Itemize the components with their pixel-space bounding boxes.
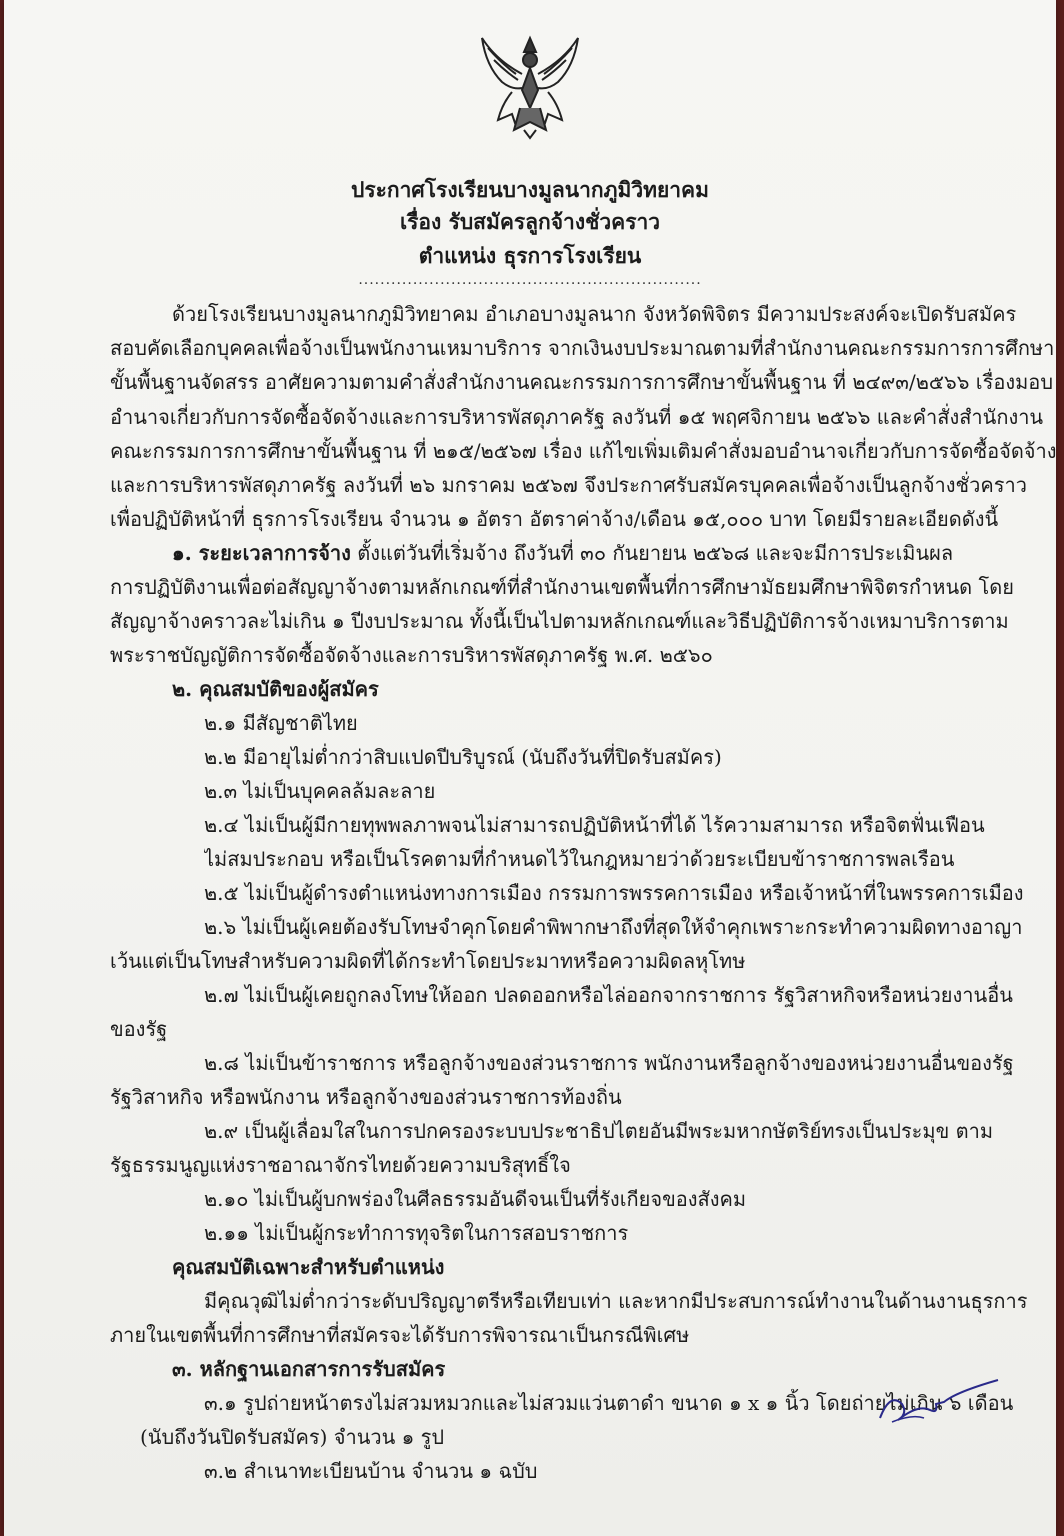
qualification-item: ของรัฐ xyxy=(110,1017,168,1041)
header-divider: ............................................................... xyxy=(358,272,702,288)
document-item: ๓.๒ สำเนาทะเบียนบ้าน จำนวน ๑ ฉบับ xyxy=(204,1459,538,1483)
section-1-text: ตั้งแต่วันที่เริ่มจ้าง ถึงวันที่ ๓๐ กันยายน ๒๕๖๘ และจะมีการประเมินผล xyxy=(350,541,954,565)
qualification-item: ๒.๑๑ ไม่เป็นผู้กระทำการทุจริตในการสอบราชการ xyxy=(204,1221,629,1245)
qualification-item: ๒.๕ ไม่เป็นผู้ดำรงตำแหน่งทางการเมือง กรรมการพรรคการเมือง หรือเจ้าหน้าที่ในพรรคการเมือง xyxy=(204,881,1024,905)
section-1-line: สัญญาจ้างคราวละไม่เกิน ๑ ปีงบประมาณ ทั้งนี้เป็นไปตามหลักเกณฑ์และวิธีปฏิบัติการจ้างเหมาบริการตาม xyxy=(110,609,1009,633)
intro-line: สอบคัดเลือกบุคคลเพื่อจ้างเป็นพนักงานเหมาบริการ จากเงินงบประมาณตามที่สำนักงานคณะกรรมการการศึกษา xyxy=(110,336,1055,360)
garuda-emblem-icon xyxy=(472,30,588,140)
special-qualification-heading: คุณสมบัติเฉพาะสำหรับตำแหน่ง xyxy=(172,1255,445,1279)
special-qualification-line: ภายในเขตพื้นที่การศึกษาที่สมัครจะได้รับการพิจารณาเป็นกรณีพิเศษ xyxy=(110,1323,690,1347)
qualification-item: ๒.๘ ไม่เป็นข้าราชการ หรือลูกจ้างของส่วนราชการ พนักงานหรือลูกจ้างของหน่วยงานอื่นของรัฐ xyxy=(204,1051,1014,1075)
signature-icon xyxy=(872,1374,1002,1428)
qualification-item: ๒.๗ ไม่เป็นผู้เคยถูกลงโทษให้ออก ปลดออกหรือไล่ออกจากราชการ รัฐวิสาหกิจหรือหน่วยงานอื่น xyxy=(204,983,1013,1007)
qualification-item: ๒.๖ ไม่เป็นผู้เคยต้องรับโทษจำคุกโดยคำพิพากษาถึงที่สุดให้จำคุกเพราะกระทำความผิดทางอาญา xyxy=(204,915,1023,939)
intro-line: คณะกรรมการการศึกษาขั้นพื้นฐาน ที่ ๒๑๕/๒๕๖๗ เรื่อง แก้ไขเพิ่มเติมคำสั่งมอบอำนาจเกี่ยวกับการจัดซื้อจัดจ้าง xyxy=(110,439,1057,463)
intro-line: ขั้นพื้นฐานจัดสรร อาศัยความตามคำสั่งสำนักงานคณะกรรมการการศึกษาขั้นพื้นฐาน ที่ ๒๔๙๓/๒๕๖๖ เรื่องมอบ xyxy=(110,370,1054,394)
qualification-item: ๒.๑๐ ไม่เป็นผู้บกพร่องในศีลธรรมอันดีจนเป็นที่รังเกียจของสังคม xyxy=(204,1187,747,1211)
section-1-heading: ๑. ระยะเวลาการจ้าง xyxy=(172,541,351,565)
document-page xyxy=(4,0,1056,1536)
section-1-line: การปฏิบัติงานเพื่อต่อสัญญาจ้างตามหลักเกณฑ์ที่สำนักงานเขตพื้นที่การศึกษามัธยมศึกษาพิจิตรกำหนด โดย xyxy=(110,575,1014,599)
announcement-subject: เรื่อง รับสมัครลูกจ้างชั่วคราว xyxy=(399,209,661,234)
intro-line: เพื่อปฏิบัติหน้าที่ ธุรการโรงเรียน จำนวน ๑ อัตรา อัตราค่าจ้าง/เดือน ๑๕,๐๐๐ บาท โดยมีรายละเอียดดังนี้ xyxy=(110,507,999,531)
announcement-position: ตำแหน่ง ธุรการโรงเรียน xyxy=(418,243,642,268)
intro-line: อำนาจเกี่ยวกับการจัดซื้อจัดจ้างและการบริหารพัสดุภาครัฐ ลงวันที่ ๑๕ พฤศจิกายน ๒๕๖๖ และคำสั่งสำนักงาน xyxy=(110,405,1044,429)
announcement-title: ประกาศโรงเรียนบางมูลนากภูมิวิทยาคม xyxy=(351,177,709,202)
document-item: (นับถึงวันปิดรับสมัคร) จำนวน ๑ รูป xyxy=(140,1425,445,1449)
qualification-item: ๒.๑ มีสัญชาติไทย xyxy=(204,711,358,735)
qualification-item: รัฐวิสาหกิจ หรือพนักงาน หรือลูกจ้างของส่วนราชการท้องถิ่น xyxy=(110,1085,622,1109)
special-qualification-line: มีคุณวุฒิไม่ต่ำกว่าระดับปริญญาตรีหรือเทียบเท่า และหากมีประสบการณ์ทำงานในด้านงานธุรการ xyxy=(204,1289,1028,1313)
qualification-item: ๒.๒ มีอายุไม่ต่ำกว่าสิบแปดปีบริบูรณ์ (นับถึงวันที่ปิดรับสมัคร) xyxy=(204,745,722,769)
intro-line: ด้วยโรงเรียนบางมูลนากภูมิวิทยาคม อำเภอบางมูลนาก จังหวัดพิจิตร มีความประสงค์จะเปิดรับสมัคร xyxy=(172,302,1017,326)
qualification-item: ๒.๙ เป็นผู้เลื่อมใสในการปกครองระบบประชาธิปไตยอันมีพระมหากษัตริย์ทรงเป็นประมุข ตาม xyxy=(204,1119,994,1143)
qualification-item: รัฐธรรมนูญแห่งราชอาณาจักรไทยด้วยความบริสุทธิ์ใจ xyxy=(110,1153,571,1177)
qualification-item: ไม่สมประกอบ หรือเป็นโรคตามที่กำหนดไว้ในกฎหมายว่าด้วยระเบียบข้าราชการพลเรือน xyxy=(204,847,955,871)
section-3-heading: ๓. หลักฐานเอกสารการรับสมัคร xyxy=(172,1357,446,1381)
qualification-item: เว้นแต่เป็นโทษสำหรับความผิดที่ได้กระทำโดยประมาทหรือความผิดลหุโทษ xyxy=(110,949,746,973)
qualification-item: ๒.๓ ไม่เป็นบุคคลล้มละลาย xyxy=(204,779,436,803)
document-item: ๓.๑ รูปถ่ายหน้าตรงไม่สวมหมวกและไม่สวมแว่นตาดำ ขนาด ๑ x ๑ นิ้ว โดยถ่ายไม่เกิน ๖ เดือน xyxy=(204,1391,1014,1415)
section-1-first-line xyxy=(172,538,953,568)
qualification-item: ๒.๔ ไม่เป็นผู้มีกายทุพพลภาพจนไม่สามารถปฏิบัติหน้าที่ได้ ไร้ความสามารถ หรือจิตฟั่นเฟือน xyxy=(204,813,985,837)
section-1-line: พระราชบัญญัติการจัดซื้อจัดจ้างและการบริหารพัสดุภาครัฐ พ.ศ. ๒๕๖๐ xyxy=(110,643,713,667)
section-2-heading: ๒. คุณสมบัติของผู้สมัคร xyxy=(172,677,379,701)
intro-line: และการบริหารพัสดุภาครัฐ ลงวันที่ ๒๖ มกราคม ๒๕๖๗ จึงประกาศรับสมัครบุคคลเพื่อจ้างเป็นลูกจ้างชั่วคราว xyxy=(110,473,1027,497)
